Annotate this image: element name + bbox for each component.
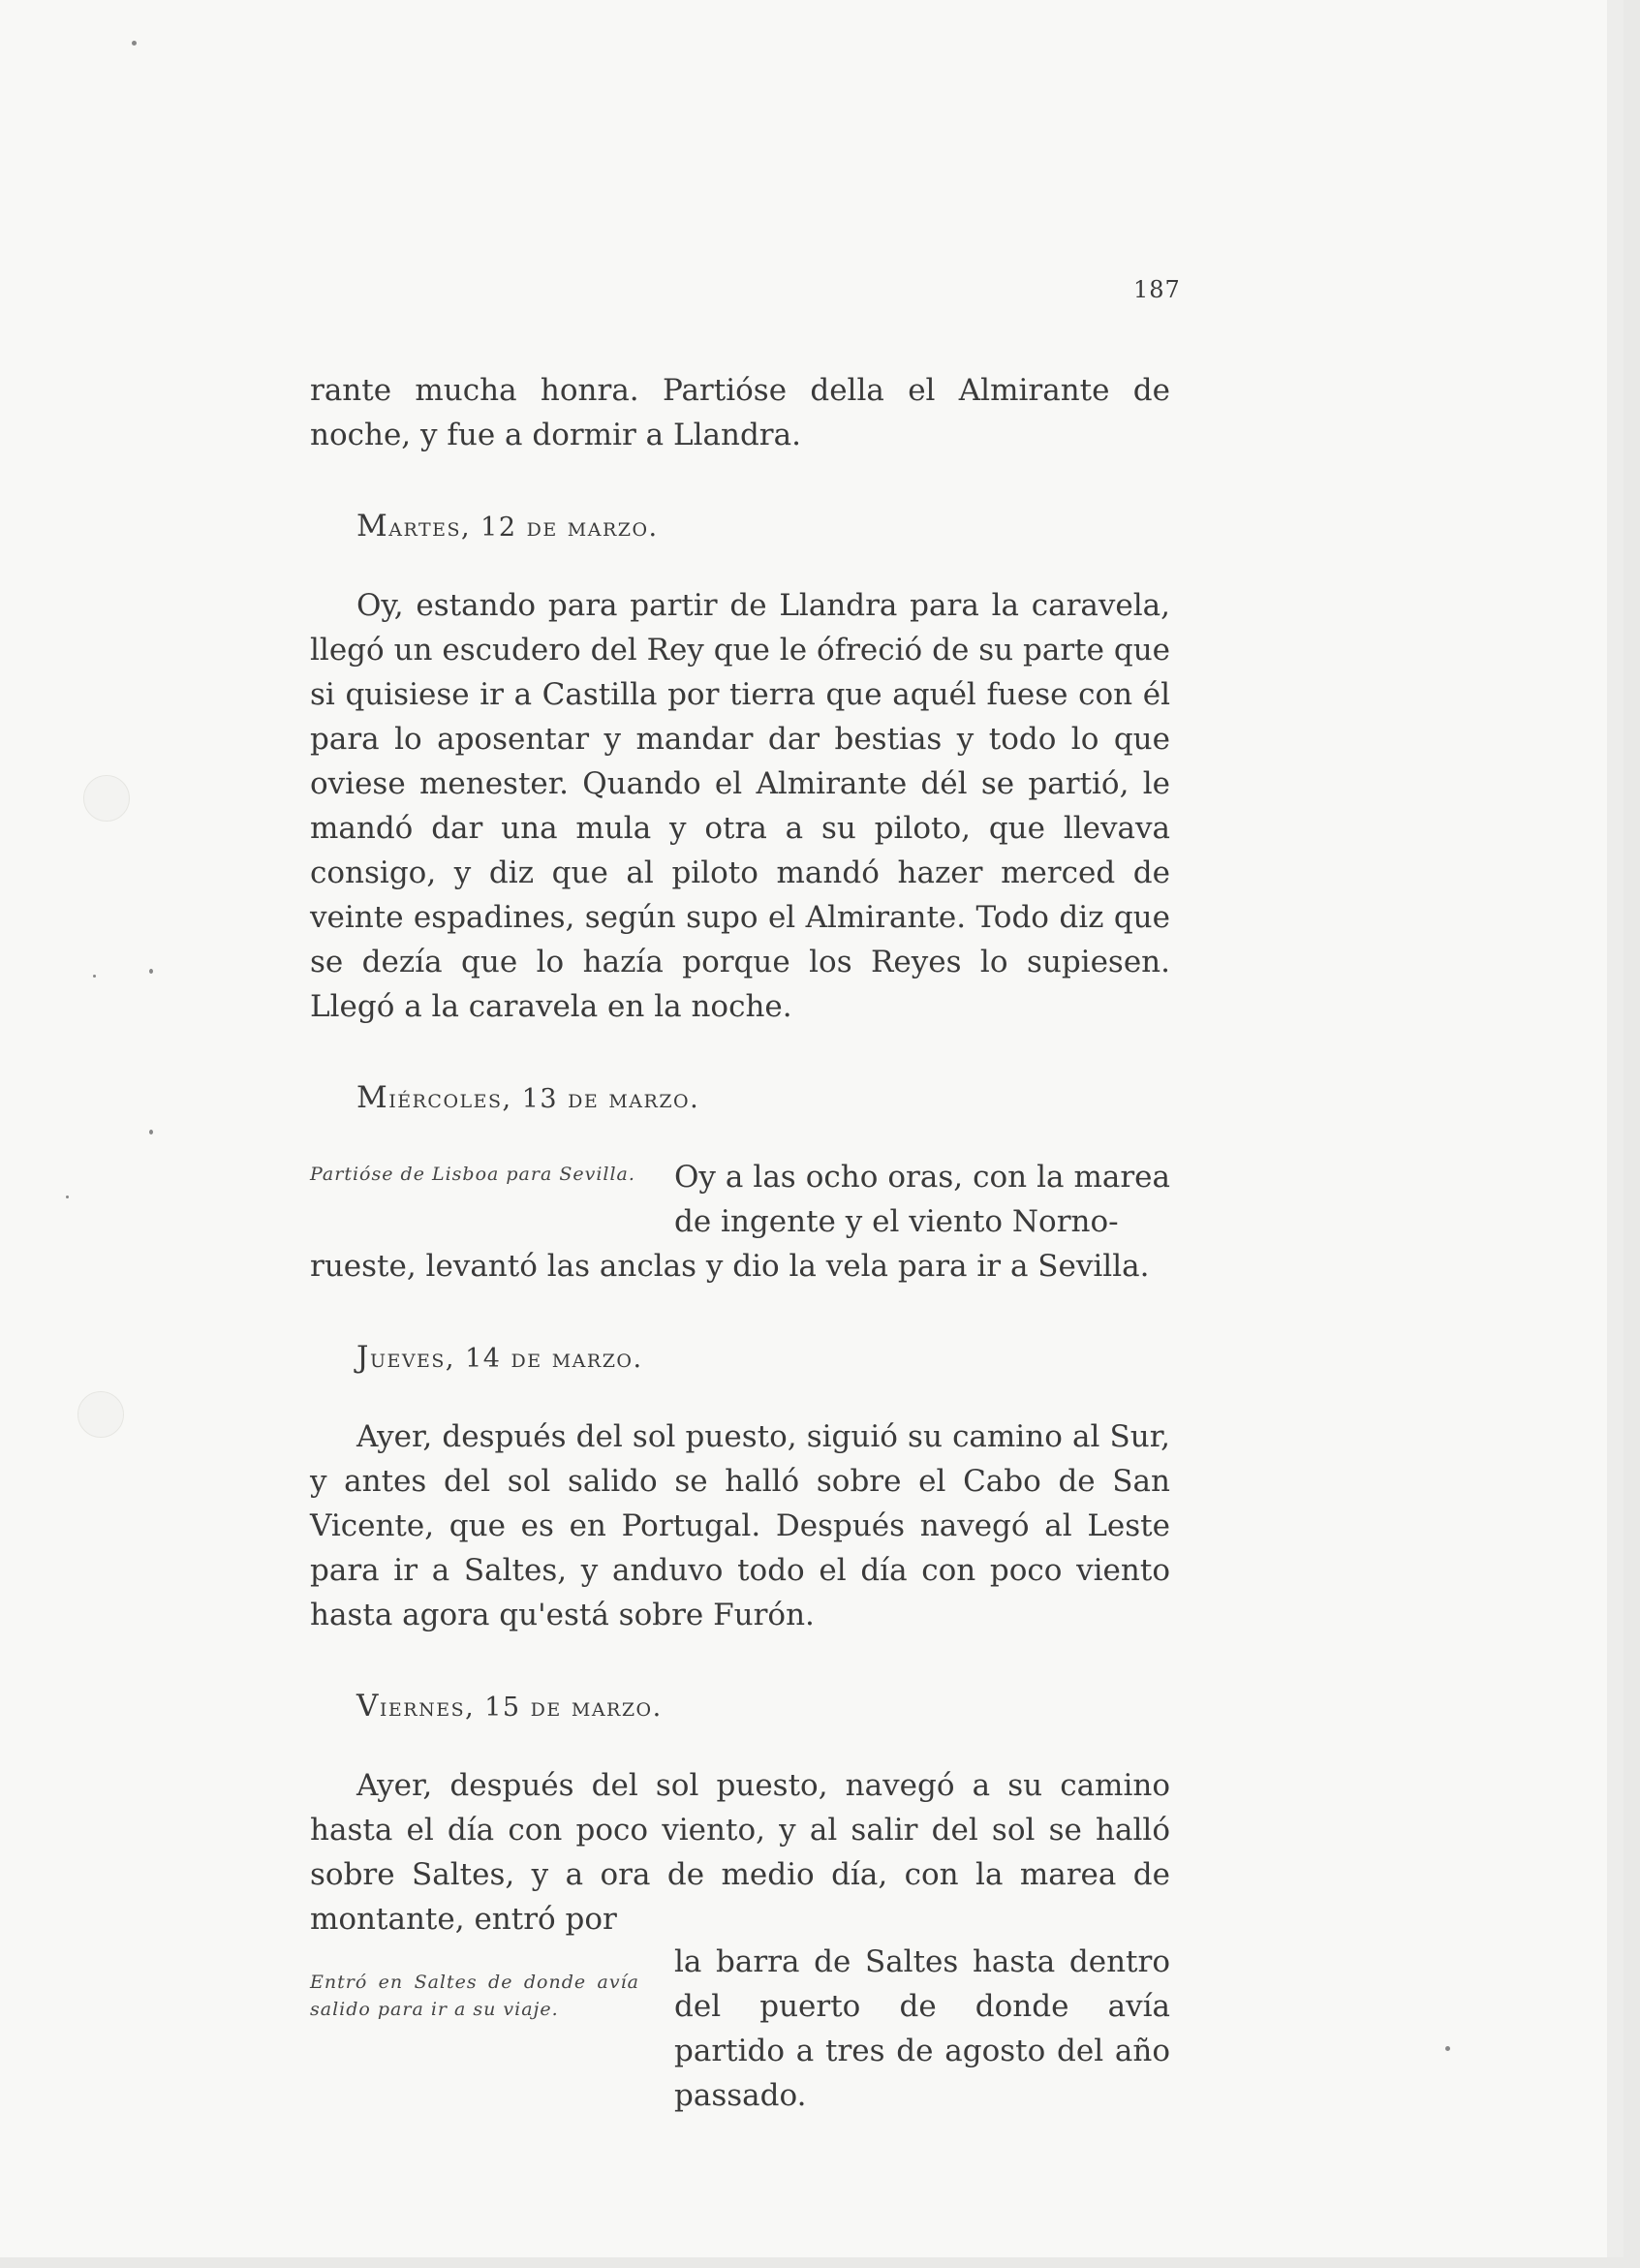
- text-column: [310, 368, 1170, 2118]
- page-edge-shadow: [1607, 0, 1624, 2257]
- entry-paragraph-viernes: Ayer, después del sol puesto, navegó a su camino hasta el día con poco viento, y al salir del sol se halló sobre Saltes, y a ora de medio día, con la marea de montante, entró por: [310, 1768, 1170, 1937]
- heading-rest: ueves, 14 de marzo.: [369, 1344, 643, 1374]
- opening-paragraph: rante mucha honra. Partióse della el Almirante de noche, y fue a dormir a Llandra.: [310, 373, 1170, 452]
- date-heading-martes: [356, 504, 1170, 550]
- heading-initial: M: [356, 509, 389, 544]
- paper-hole-mark: [83, 775, 130, 822]
- date-heading-viernes: [356, 1684, 1170, 1730]
- entry-paragraph-viernes-block: [310, 1940, 1170, 2118]
- heading-initial: M: [356, 1080, 389, 1115]
- entry-paragraph-jueves: Ayer, después del sol puesto, siguió su camino al Sur, y antes del sol salido se halló sobre el Cabo de San Vicente, que es en Portugal. Después navegó al Leste para ir a Saltes, y anduvo todo el día con poco viento hasta agora qu'está sobre Furón.: [310, 1419, 1170, 1632]
- paper-speck: [132, 41, 137, 46]
- heading-initial: J: [356, 1340, 370, 1375]
- page-number: 187: [1133, 276, 1181, 303]
- heading-rest: iércoles, 13 de marzo.: [388, 1084, 700, 1114]
- paper-speck: [149, 1130, 153, 1134]
- heading-rest: artes, 12 de marzo.: [388, 513, 659, 543]
- paper-speck: [149, 969, 153, 974]
- margin-note-lisboa: Partióse de Lisboa para Sevilla.: [310, 1164, 635, 1185]
- entry-paragraph-miercoles-block: [310, 1155, 1170, 1244]
- date-heading-jueves: [356, 1335, 1170, 1382]
- entry-paragraph-martes: Oy, estando para partir de Llandra para la caravela, llegó un escudero del Rey que le ófreció de su parte que si quisiese ir a Castilla por tierra que aquél fuese con él para lo aposentar y mandar dar bestias y todo lo que oviese menester. Quando el Almirante dél se partió, le mandó dar una mula y otra a su piloto, que llevava consigo, y diz que al piloto mandó hazer merced de veinte espadines, según supo el Almirante. Todo diz que se dezía que lo hazía porque los Reyes lo supiesen. Llegó a la caravela en la noche.: [310, 588, 1170, 1024]
- entry-paragraph-miercoles: Oy a las ocho oras, con la marea de ingente y el viento Norno-: [674, 1160, 1170, 1239]
- heading-rest: iernes, 15 de marzo.: [379, 1693, 663, 1723]
- paper-hole-mark: [77, 1391, 124, 1438]
- entry-paragraph-miercoles-continued: rueste, levantó las anclas y dio la vela para ir a Sevilla.: [310, 1249, 1150, 1284]
- entry-paragraph-viernes-continued: la barra de Saltes hasta dentro del puerto de donde avía partido a tres de agosto del año passado.: [674, 1944, 1170, 2113]
- heading-initial: V: [356, 1689, 380, 1724]
- date-heading-miercoles: [356, 1075, 1170, 1122]
- paper-speck: [1445, 2046, 1450, 2051]
- paper-speck: [66, 1196, 69, 1198]
- paper-speck: [93, 975, 96, 978]
- margin-note-saltes: Entró en Saltes de donde avía salido para ir a su viaje.: [310, 1972, 639, 2020]
